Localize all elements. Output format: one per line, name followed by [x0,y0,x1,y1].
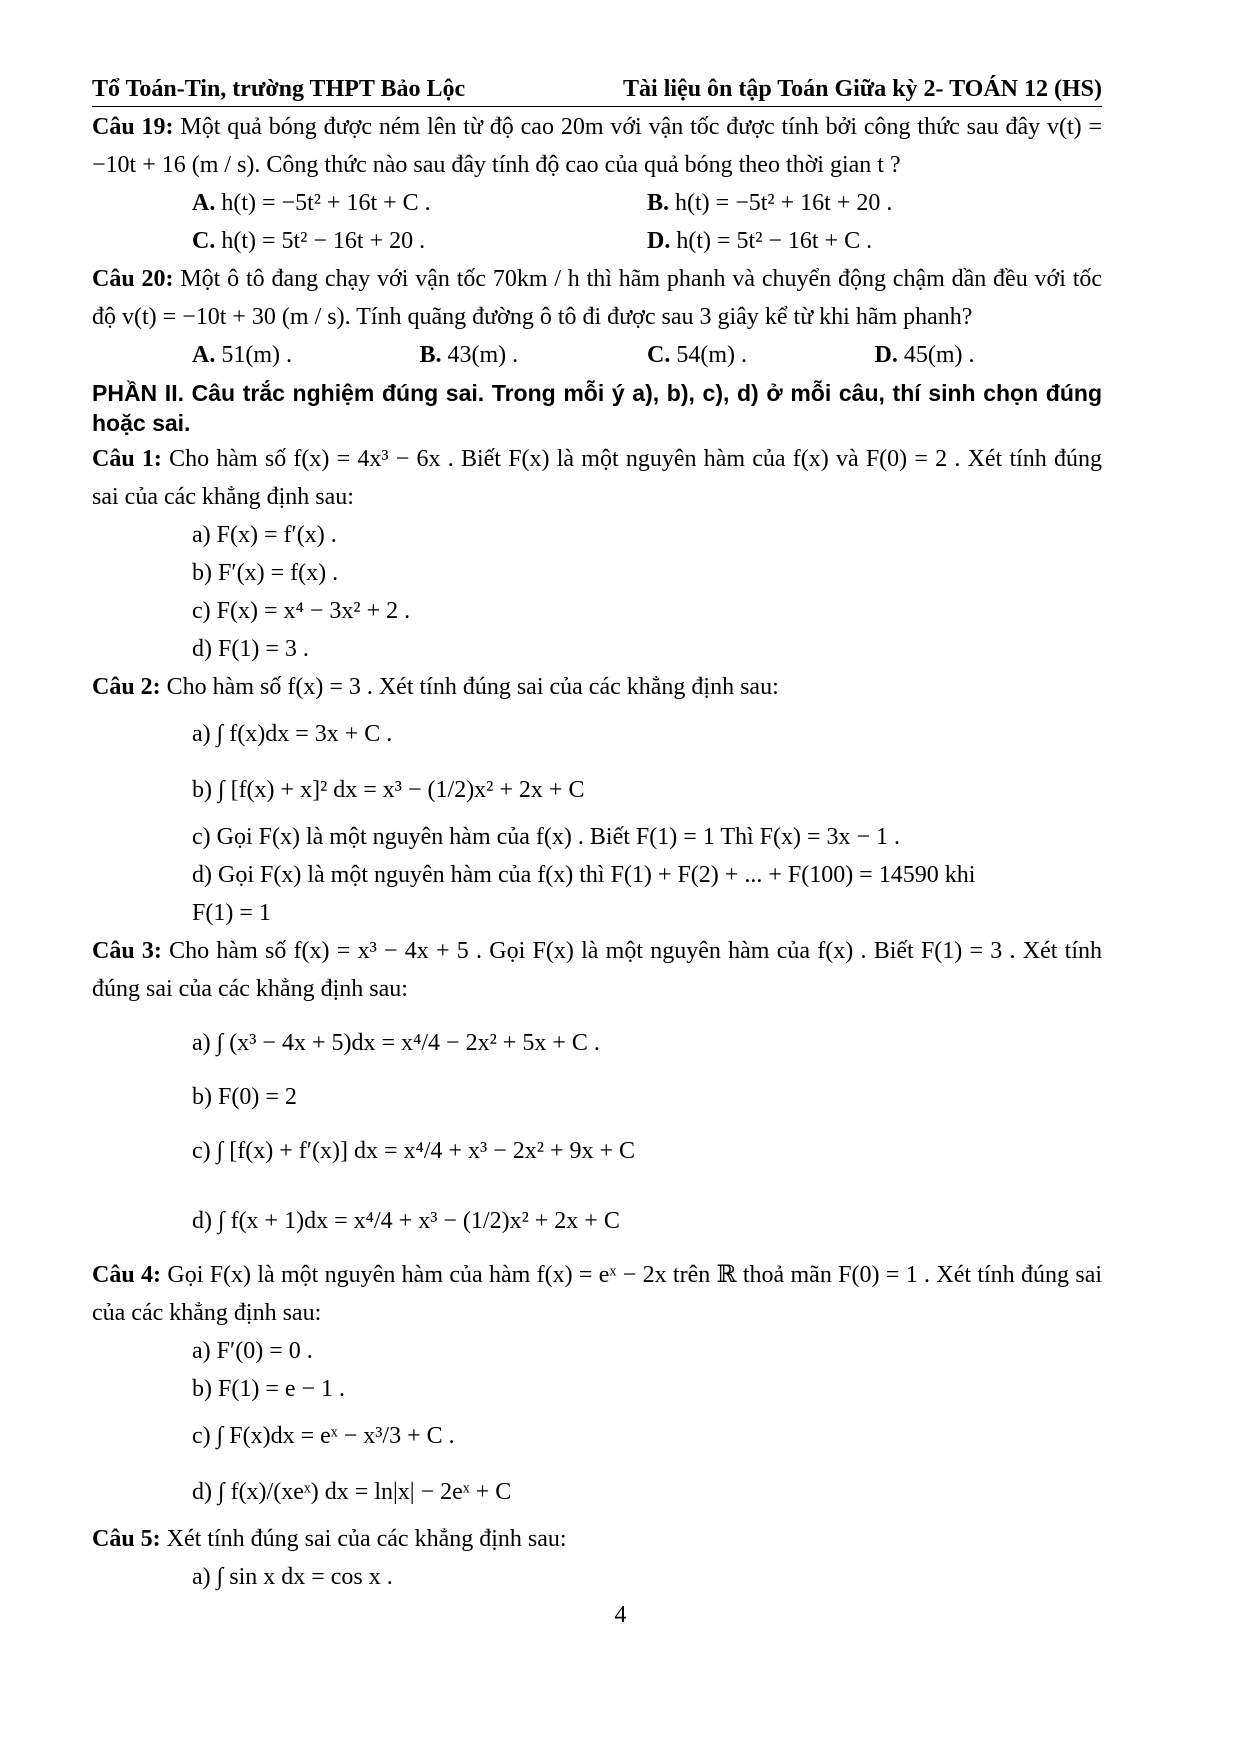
option-key: A. [192,342,216,368]
statement-label: a) [192,1030,211,1056]
question-number: Câu 19: [92,114,174,140]
statement-label: a) [192,1564,211,1590]
option-key: D. [647,228,671,254]
question-number: Câu 20: [92,266,174,292]
statement-d [92,630,1102,668]
statement-d-continued [92,894,1102,932]
statement-b [92,1078,1102,1116]
statement-label: d) [192,1208,212,1234]
statement-a [92,706,1102,762]
question-4 [92,1256,1102,1332]
statement-b [92,1370,1102,1408]
option-key: C. [647,342,671,368]
option-key: B. [647,190,670,216]
option-key: B. [419,342,442,368]
question-text: Xét tính đúng sai của các khẳng định sau: [166,1526,567,1552]
option-b [420,336,648,374]
statement-text: F(x) = x⁴ − 3x² + 2 . [216,598,411,624]
option-text: 51(m) . [221,342,292,368]
statement-text: ∫ f(x)/(xeˣ) dx = ln|x| − 2eˣ + C [218,1479,512,1505]
header-right: Tài liệu ôn tập Toán Giữa kỳ 2- TOÁN 12 (HS) [623,76,1102,102]
statement-c [92,1116,1102,1186]
statement-label: a) [192,721,211,747]
statement-a [92,1332,1102,1370]
question-number: Câu 4: [92,1262,162,1288]
options-row [92,222,1102,260]
statement-text: F(1) = 3 . [218,636,309,662]
page-header [92,72,1102,107]
statement-d [92,856,1102,894]
statement-d [92,1186,1102,1256]
question-20 [92,260,1102,336]
statement-label: c) [192,598,211,624]
question-number: Câu 3: [92,938,162,964]
option-text: h(t) = 5t² − 16t + 20 . [221,228,426,254]
statement-b [92,554,1102,592]
statement-a [92,516,1102,554]
question-text: Cho hàm số f(x) = 4x³ − 6x . Biết F(x) là một nguyên hàm của f(x) và F(0) = 2 . Xét tính đúng sai của các khẳng định sau: [92,446,1103,510]
statement-label: d) [192,636,212,662]
option-d [647,222,1102,260]
question-text: Một quả bóng được ném lên từ độ cao 20m với vận tốc được tính bởi công thức sau đây v(t) = −10t + 16 (m / s). Công thức nào sau đây tính độ cao của quả bóng theo thời gian t ? [92,114,1103,178]
statement-text: F(1) = e − 1 . [218,1376,346,1402]
statement-text: F′(0) = 0 . [216,1338,313,1364]
statement-label: a) [192,1338,211,1364]
option-c [647,336,875,374]
question-text: Gọi F(x) là một nguyên hàm của hàm f(x) = eˣ − 2x trên ℝ thoả mãn F(0) = 1 . Xét tính đúng sai của các khẳng định sau: [92,1262,1103,1326]
option-text: h(t) = −5t² + 16t + 20 . [675,190,893,216]
statement-c [92,592,1102,630]
page-content [92,108,1102,1596]
statement-c [92,1408,1102,1464]
statement-b [92,762,1102,818]
option-text: h(t) = 5t² − 16t + C . [676,228,873,254]
question-text: Cho hàm số f(x) = x³ − 4x + 5 . Gọi F(x) là một nguyên hàm của f(x) . Biết F(1) = 3 . Xét tính đúng sai của các khẳng định sau: [92,938,1103,1002]
statement-text: ∫ (x³ − 4x + 5)dx = x⁴/4 − 2x² + 5x + C . [216,1030,600,1056]
statement-label: d) [192,1479,212,1505]
question-5 [92,1520,1102,1558]
question-text: Một ô tô đang chạy với vận tốc 70km / h thì hãm phanh và chuyển động chậm dần đều với tốc độ v(t) = −10t + 30 (m / s). Tính quãng đường ô tô đi được sau 3 giây kể từ khi hãm phanh? [92,266,1103,330]
statement-text: ∫ sin x dx = cos x . [216,1564,393,1590]
statement-text: ∫ f(x)dx = 3x + C . [216,721,393,747]
option-text: 54(m) . [676,342,747,368]
question-text: Cho hàm số f(x) = 3 . Xét tính đúng sai của các khẳng định sau: [166,674,779,700]
question-19 [92,108,1102,184]
statement-label: c) [192,824,211,850]
page-number: 4 [614,1602,627,1628]
statement-text: F′(x) = f(x) . [218,560,339,586]
statement-label: b) [192,560,212,586]
option-key: D. [874,342,898,368]
options-row [92,184,1102,222]
statement-text: ∫ [f(x) + f′(x)] dx = x⁴/4 + x³ − 2x² + 9x + C [216,1138,636,1164]
question-number: Câu 5: [92,1526,161,1552]
statement-label: b) [192,777,212,803]
statement-text: F(x) = f′(x) . [216,522,337,548]
option-a [192,336,420,374]
question-1 [92,440,1102,516]
statement-text: Gọi F(x) là một nguyên hàm của f(x) thì F(1) + F(2) + ... + F(100) = 14590 khi [218,862,976,888]
question-number: Câu 1: [92,446,162,472]
option-text: h(t) = −5t² + 16t + C . [221,190,431,216]
option-key: A. [192,190,216,216]
question-2 [92,668,1102,706]
statement-label: c) [192,1423,211,1449]
statement-a [92,1008,1102,1078]
option-text: 45(m) . [903,342,975,368]
statement-c [92,818,1102,856]
statement-a [92,1558,1102,1596]
statement-label: b) [192,1376,212,1402]
question-number: Câu 2: [92,674,161,700]
option-key: C. [192,228,216,254]
statement-text: F(0) = 2 [218,1084,297,1110]
statement-text: Gọi F(x) là một nguyên hàm của f(x) . Biết F(1) = 1 Thì F(x) = 3x − 1 . [216,824,901,850]
statement-text: ∫ [f(x) + x]² dx = x³ − (1/2)x² + 2x + C [218,777,585,803]
statement-text: ∫ f(x + 1)dx = x⁴/4 + x³ − (1/2)x² + 2x + C [218,1208,620,1234]
section-heading: PHẦN II. Câu trắc nghiệm đúng sai. Trong mỗi ý a), b), c), d) ở mỗi câu, thí sinh chọn đúng hoặc sai. [92,380,1102,436]
statement-label: d) [192,862,212,888]
question-3 [92,932,1102,1008]
statement-label: b) [192,1084,212,1110]
statement-d [92,1464,1102,1520]
statement-text: F(1) = 1 [192,900,271,926]
statement-label: c) [192,1138,211,1164]
options-row [92,336,1102,374]
option-c [192,222,647,260]
statement-label: a) [192,522,211,548]
option-a [192,184,647,222]
statement-text: ∫ F(x)dx = eˣ − x³/3 + C . [216,1423,455,1449]
option-text: 43(m) . [447,342,519,368]
option-b [647,184,1102,222]
header-left: Tổ Toán-Tin, trường THPT Bảo Lộc [92,76,466,102]
option-d [875,336,1103,374]
